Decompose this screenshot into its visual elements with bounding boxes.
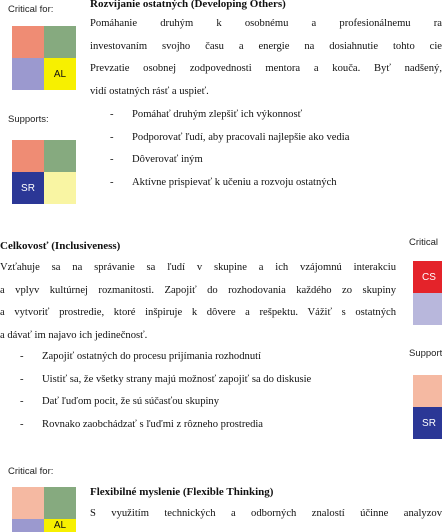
list-item: - Podporovať ľudí, aby pracovali najlepšie ako vedia bbox=[110, 131, 350, 143]
supports-label: Supports: bbox=[8, 114, 49, 125]
list-item: - Rovnako zaobchádzať s ľuďmi z rôzneho prostredia bbox=[20, 418, 264, 430]
list-item: - Zapojiť ostatných do procesu prijímania rozhodnutí bbox=[20, 351, 261, 362]
critical-for-label: Critical for: bbox=[8, 466, 54, 477]
matrix-cell-pale-yellow bbox=[44, 172, 76, 204]
matrix-cell-light-purple bbox=[413, 293, 442, 325]
matrix-cell-green bbox=[44, 487, 76, 519]
matrix-cell-green bbox=[44, 140, 76, 172]
matrix-cell-purple bbox=[12, 58, 44, 90]
matrix-cell-peach bbox=[413, 375, 442, 407]
matrix-cell-badge: AL bbox=[44, 58, 76, 90]
section-paragraph: Vzťahuje sa na správanie sa ľudí v skupine a ich vzájomnú interakciu a vplyv kultúrnej rozmanitosti. Zapojiť do rozhodovania každého zo skupiny a vytvoriť prostredie, ktoré inšpiruje k dôvere a rešpektu. Vážiť s ostatných a dávať im najavo ich jedinečnosť. bbox=[0, 262, 396, 341]
matrix-cell-badge: SR bbox=[12, 172, 44, 204]
matrix-cell-badge: AL bbox=[44, 519, 76, 532]
matrix-cell-green bbox=[44, 26, 76, 58]
matrix-cell-purple bbox=[12, 519, 44, 532]
matrix-cell-peach bbox=[12, 487, 44, 519]
section-paragraph: S využitím technických a odborných znalostí účinne analyzov bbox=[90, 508, 442, 519]
matrix-cell-badge: SR bbox=[413, 407, 442, 439]
supports-label: Support bbox=[409, 348, 442, 359]
bullet-list bbox=[110, 104, 440, 194]
section-title: Celkovosť (Inclusiveness) bbox=[0, 240, 121, 252]
critical-for-label: Critical bbox=[409, 237, 439, 248]
section-title: Rozvíjanie ostatných (Developing Others) bbox=[90, 0, 286, 10]
matrix-cell-red bbox=[12, 140, 44, 172]
supports-matrix bbox=[12, 140, 76, 204]
list-item: - Dôverovať iným bbox=[110, 154, 203, 165]
list-item: - Dať ľuďom pocit, že sú súčasťou skupiny bbox=[20, 396, 220, 407]
bullet-list bbox=[20, 346, 400, 436]
section-paragraph: Pomáhanie druhým k osobnému a profesionálnemu ra investovaním svojho času a energie na dosiahnutie tohto cie Prevzatie osobnej zodpovednosti mentora a kouča. Byť nadšený, vidí ostatných rásť a uspieť. bbox=[90, 18, 442, 97]
list-item: - Uistiť sa, že všetky strany majú možnosť zapojiť sa do diskusie bbox=[20, 373, 312, 385]
matrix-cell-red bbox=[12, 26, 44, 58]
list-item: - Pomáhať druhým zlepšiť ich výkonnosť bbox=[110, 109, 303, 120]
critical-matrix bbox=[12, 487, 76, 532]
matrix-cell-badge: CS bbox=[413, 261, 442, 293]
critical-matrix bbox=[413, 261, 442, 325]
list-item: - Aktívne prispievať k učeniu a rozvoju ostatných bbox=[110, 176, 337, 188]
section-title: Flexibilné myslenie (Flexible Thinking) bbox=[90, 486, 274, 498]
critical-matrix bbox=[12, 26, 76, 90]
critical-for-label: Critical for: bbox=[8, 4, 54, 15]
supports-matrix bbox=[413, 375, 442, 439]
